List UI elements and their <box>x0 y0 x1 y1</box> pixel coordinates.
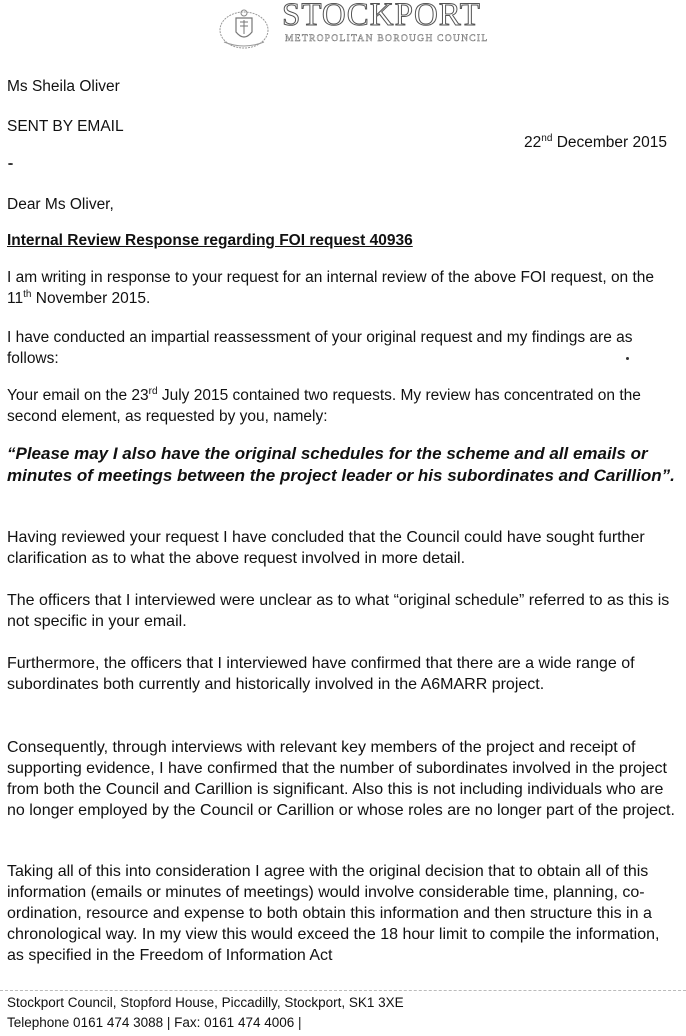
scan-speck <box>8 163 13 165</box>
paragraph-2: I have conducted an impartial reassessment of your original request and my findings are as follows: <box>7 329 633 367</box>
council-subtitle: METROPOLITAN BOROUGH COUNCIL <box>285 34 489 44</box>
paragraph-6: Furthermore, the officers that I interviewed have confirmed that there are a wide range of subordinates both currently and historically involved in the A6MARR project. <box>7 655 635 693</box>
paragraph-8: Taking all of this into consideration I agree with the original decision that to obtain all of this information (emails or minutes of meetings) would involve considerable time, planning, co-ordination, resource and expense to both obtain this information and then structure this in a chronological way. In my view this would exceed the 18 hour limit to compile the information, as specified in the Freedom of Information Act <box>7 863 660 964</box>
recipient-name: Ms Sheila Oliver <box>7 78 120 95</box>
footer-contact: Telephone 0161 474 3088 | Fax: 0161 474 4006 | <box>7 1015 302 1030</box>
letter-date: 22nd December 2015 <box>524 132 667 151</box>
footer-address: Stockport Council, Stopford House, Piccadilly, Stockport, SK1 3XE <box>7 995 404 1010</box>
coat-of-arms-icon <box>214 6 274 50</box>
delivery-method: SENT BY EMAIL <box>7 118 124 135</box>
quoted-request: “Please may I also have the original schedules for the scheme and all emails or minutes of meetings between the project leader or his subordinates and Carillion”. <box>7 444 675 485</box>
paragraph-3: Your email on the 23rd July 2015 contained two requests. My review has concentrated on the second element, as requested by you, namely: <box>7 385 641 425</box>
paragraph-7: Consequently, through interviews with relevant key members of the project and receipt of supporting evidence, I have confirmed that the number of subordinates involved in the project from both the Council and Carillion is significant. Also this is not including individuals who are no longer employed by the Council or Carillion or whose roles are no longer part of the project. <box>7 739 675 819</box>
footer-divider <box>0 990 686 991</box>
letterhead <box>208 0 508 52</box>
salutation: Dear Ms Oliver, <box>7 196 114 213</box>
council-name: STOCKPORT <box>282 0 481 33</box>
paragraph-5: The officers that I interviewed were unclear as to what “original schedule” referred to as this is not specific in your email. <box>7 592 670 630</box>
paragraph-1: I am writing in response to your request for an internal review of the above FOI request, on the 11th November 2015. <box>7 269 655 307</box>
letter-heading: Internal Review Response regarding FOI request 40936 <box>7 232 413 249</box>
paragraph-4: Having reviewed your request I have concluded that the Council could have sought further clarification as to what the above request involved in more detail. <box>7 529 645 567</box>
